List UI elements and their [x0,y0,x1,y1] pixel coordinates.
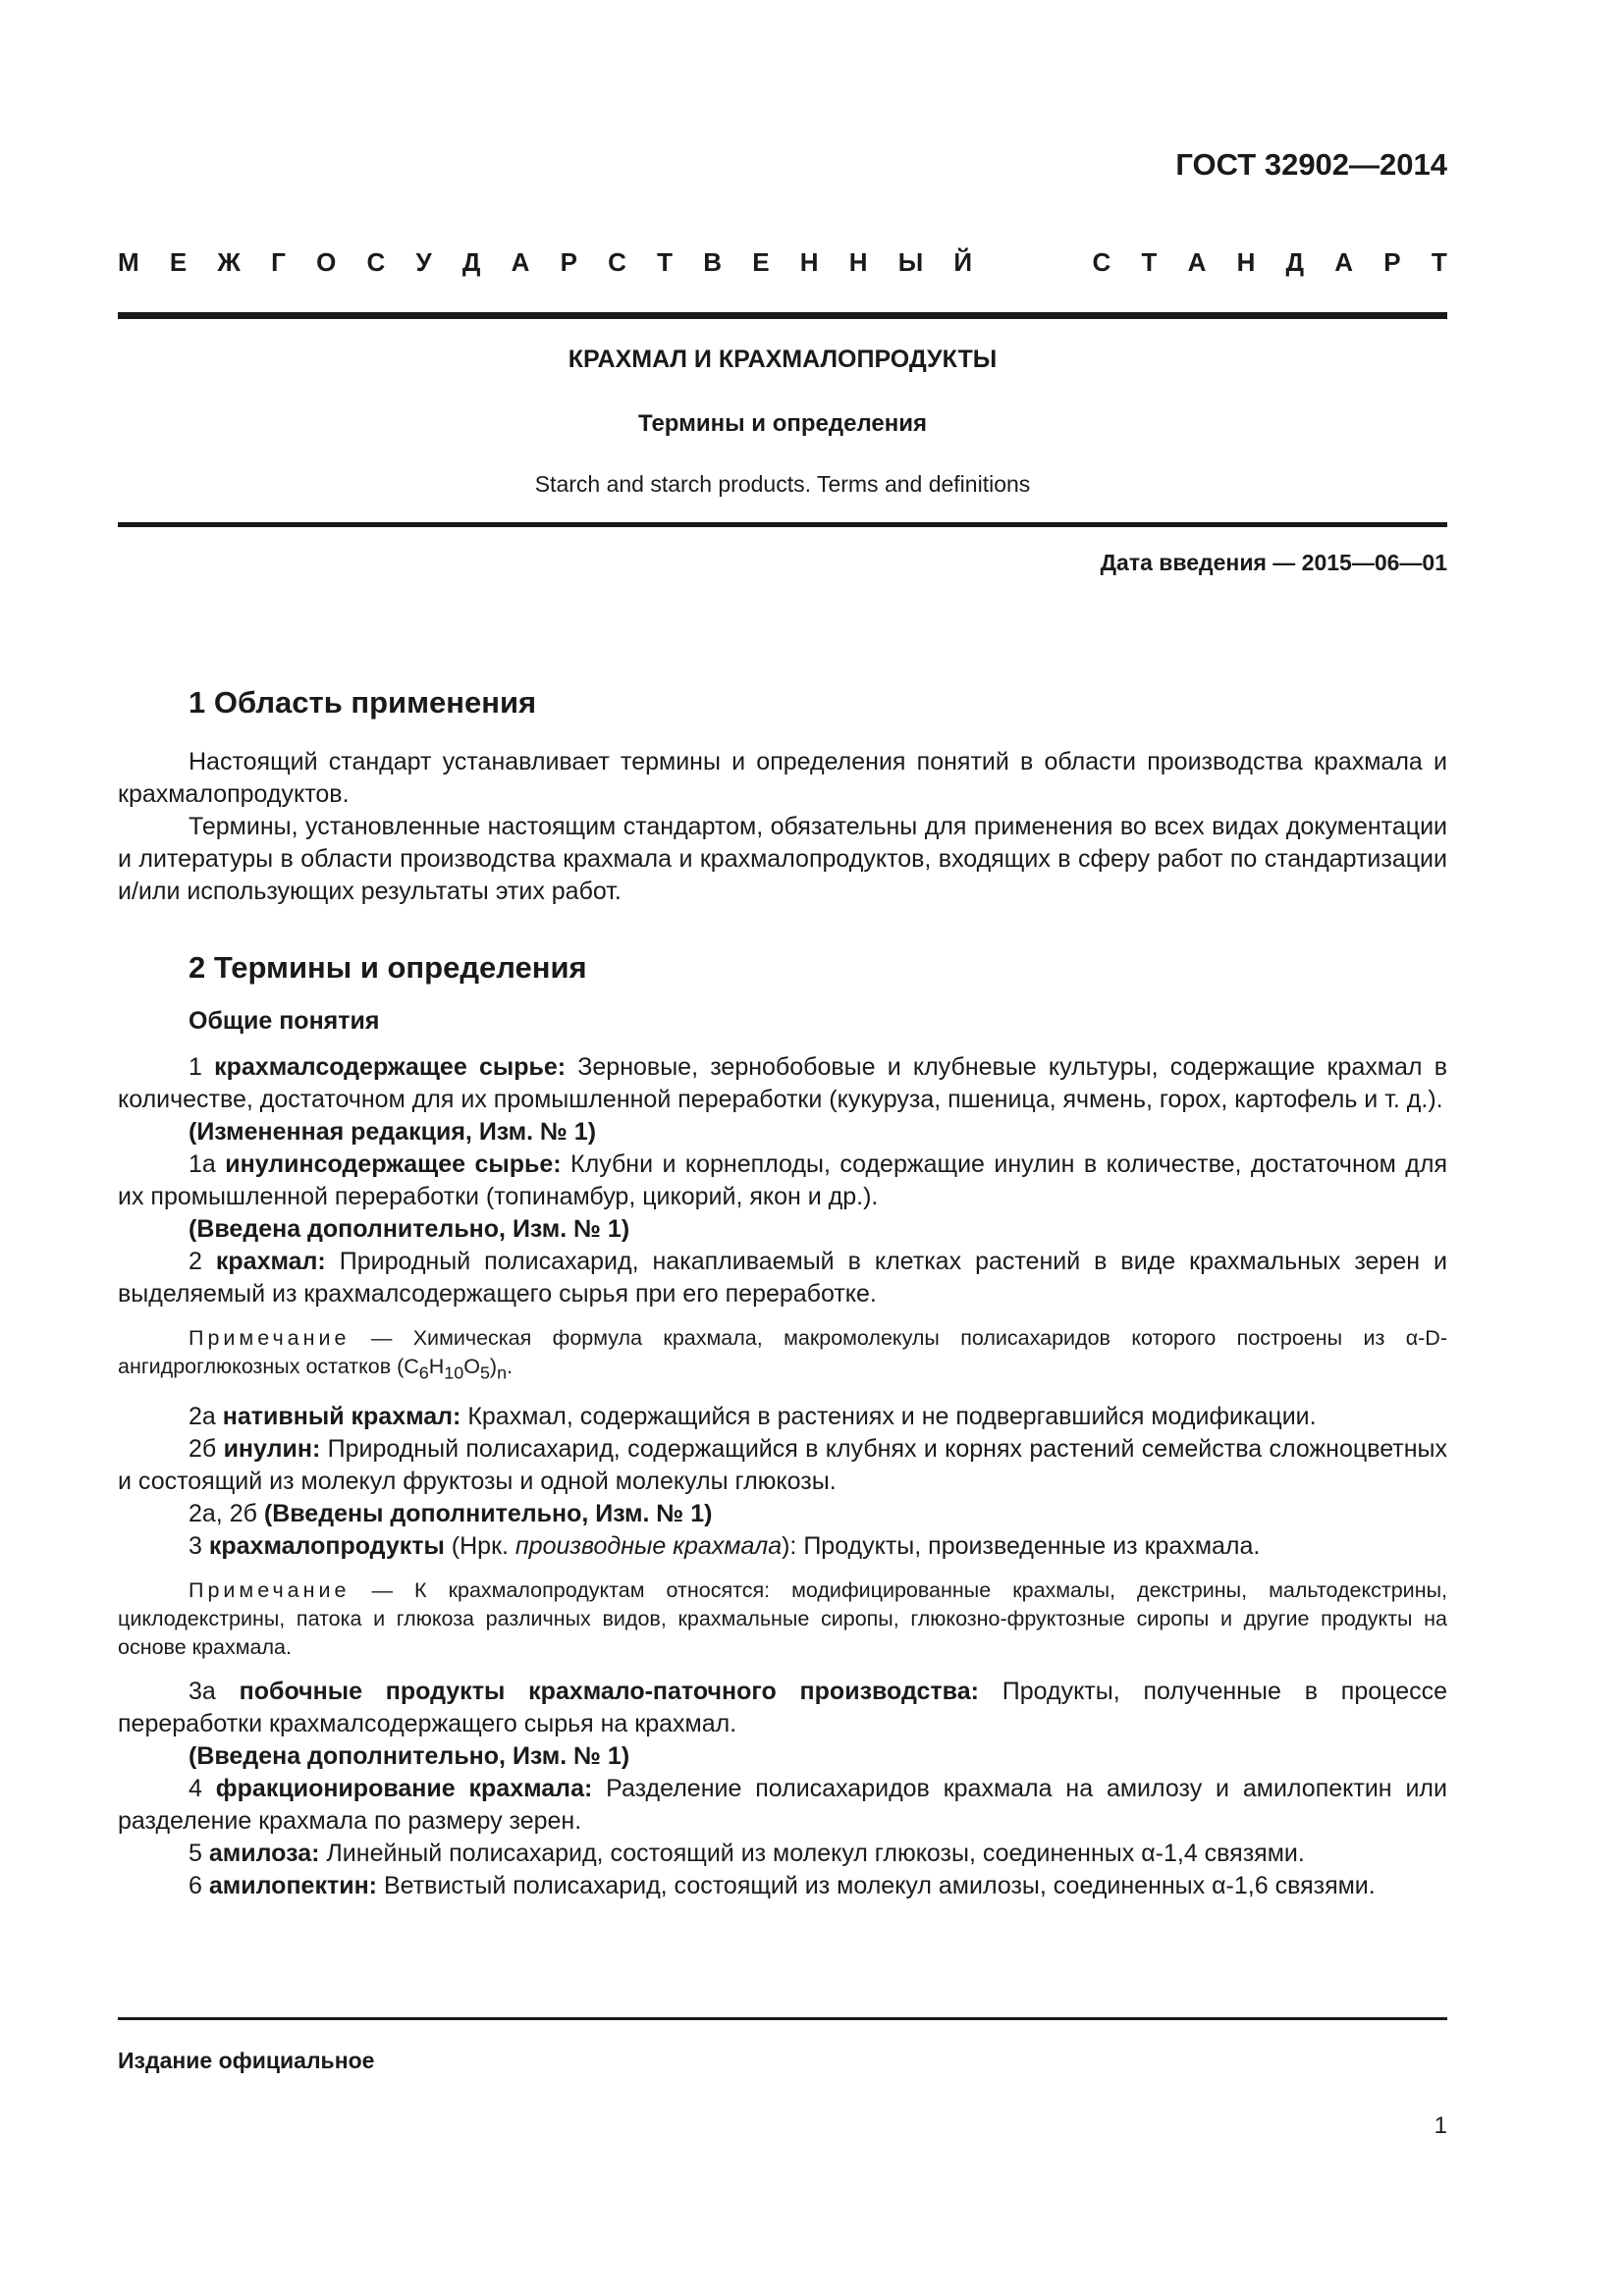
term-name: инулин: [223,1435,321,1464]
interstate-letter: Д [461,247,481,277]
document-code: ГОСТ 32902—2014 [1175,147,1447,182]
official-edition-label: Издание официальное [118,2048,375,2073]
change-note: (Введена дополнительно, Изм. № 1) [189,1742,630,1771]
note: Примечание — К крахмалопродуктам относятся: модифицированные крахмалы, декстрины, мальтодекстрины, циклодекстрины, патока и глюкоза различных видов, крахмальные сиропы, глюкозно-фруктозные сиропы и другие продукты на основе крахмала. [118,1578,1447,1660]
term-name: побочные продукты крахмало-паточного производства: [239,1678,979,1706]
header-rule-bottom [118,522,1447,527]
interstate-letter: Н [848,247,868,277]
term-name: инулинсодержащее сырье: [225,1150,562,1178]
interstate-letter: Т [657,247,674,277]
note: Примечание — Химическая формула крахмала, макромолекулы полисахаридов которого построены из α-D-ангидроглюкозных остатков $(C_6H_{10}O_5)_n$. [118,1326,1447,1383]
term-name: амилопектин: [208,1872,378,1900]
header-rule-top [118,312,1447,319]
term-entry: 6 амилопектин: Ветвистый полисахарид, состоящий из молекул амилозы, соединенных α-1,6 связями. [189,1872,1376,1900]
document-title-english: Starch and starch products. Terms and definitions [534,471,1031,497]
interstate-letter: Т [1431,247,1447,277]
term-entry: 2б инулин: Природный полисахарид, содержащийся в клубнях и корнях растений семейства сложноцветных и состоящий из молекул фруктозы и одной молекулы глюкозы. [118,1435,1447,1496]
section-heading: 2 Термины и определения [189,950,587,985]
interstate-letter: О [316,247,337,277]
interstate-letter: Ы [897,247,924,277]
interstate-letter: Н [799,247,819,277]
term-entry: 1а инулинсодержащее сырье: Клубни и корнеплоды, содержащие инулин в количестве, достаточном для их промышленной переработки (топинамбур, цикорий, якон и др.). [118,1150,1448,1210]
section-terms [118,948,1447,1902]
term-entry: 2 крахмал: Природный полисахарид, накапливаемый в клетках растений в виде крахмальных зерен и выделяемый из крахмалсодержащего сырья при его переработке. [118,1248,1447,1308]
interstate-letter: В [703,247,723,277]
interstate-letter: Е [169,247,188,277]
term-entry: 3 крахмалопродукты (Нрк. производные крахмала): Продукты, произведенные из крахмала. [189,1532,1261,1561]
footer-rule [118,2017,1447,2020]
interstate-standard-label [118,247,1447,278]
term-entry: 1 крахмалсодержащее сырье: Зерновые, зернобобовые и клубневые культуры, содержащие крахмал в количестве, достаточном для их промышленной переработки (кукуруза, пшеница, ячмень, горох, картофель и т. д.). [118,1053,1447,1113]
term-name: фракционирование крахмала: [215,1775,593,1803]
term-name: крахмал: [215,1248,326,1275]
interstate-letter: А [1187,247,1207,277]
term-name: крахмалсодержащее сырье: [214,1053,567,1081]
interstate-letter: Д [1285,247,1305,277]
interstate-letter: С [366,247,386,277]
interstate-letter: Р [560,247,577,277]
interstate-letter: Г [271,247,286,277]
section-heading: 1 Область применения [189,685,537,720]
interstate-letter: А [511,247,530,277]
interstate-letter: А [1334,247,1354,277]
interstate-letter: Т [1141,247,1158,277]
interstate-letter: Ж [217,247,241,277]
change-note: (Измененная редакция, Изм. № 1) [189,1118,597,1146]
term-entry: 2а нативный крахмал: Крахмал, содержащийся в растениях и не подвергавшийся модификации. [189,1403,1317,1431]
term-entry: 4 фракционирование крахмала: Разделение полисахаридов крахмала на амилозу и амилопектин или разделение крахмала по размеру зерен. [118,1775,1447,1836]
introduction-date: Дата введения — 2015—06—01 [1100,550,1447,575]
interstate-letter: М [118,247,139,277]
interstate-letter: Й [953,247,973,277]
page-number: 1 [1434,2112,1447,2139]
term-entry: 5 амилоза: Линейный полисахарид, состоящий из молекул глюкозы, соединенных α-1,4 связями. [189,1840,1305,1868]
deprecated-term: производные крахмала [514,1532,783,1561]
document-title: КРАХМАЛ И КРАХМАЛОПРОДУКТЫ [568,346,998,373]
interstate-letter: Н [1236,247,1256,277]
term-entry: 3а побочные продукты крахмало-паточного производства: Продукты, полученные в процессе переработки крахмалсодержащего сырья на крахмал. [118,1678,1447,1738]
term-name: амилоза: [208,1840,320,1868]
interstate-letter: Е [752,247,770,277]
paragraph: Настоящий стандарт устанавливает термины и определения понятий в области производства крахмала и крахмалопродуктов. [118,748,1447,808]
interstate-letter: У [415,247,432,277]
document-subtitle: Термины и определения [637,410,928,437]
term-name: нативный крахмал: [222,1403,461,1431]
change-note: 2а, 2б (Введены дополнительно, Изм. № 1) [189,1500,713,1528]
interstate-letter: Р [1383,247,1401,277]
change-note: (Введена дополнительно, Изм. № 1) [189,1215,630,1243]
term-name: крахмалопродукты [208,1532,445,1561]
word-gap [1002,247,1061,278]
section-scope [118,683,1447,908]
paragraph: Термины, установленные настоящим стандартом, обязательны для применения во всех видах документации и литературы в области производства крахмала и крахмалопродуктов, входящих в сферу работ по стандартизации и/или использующих результаты этих работ. [118,813,1447,905]
interstate-letter: С [1092,247,1111,277]
interstate-letter: С [608,247,626,277]
subsection-heading: Общие понятия [189,1007,380,1035]
